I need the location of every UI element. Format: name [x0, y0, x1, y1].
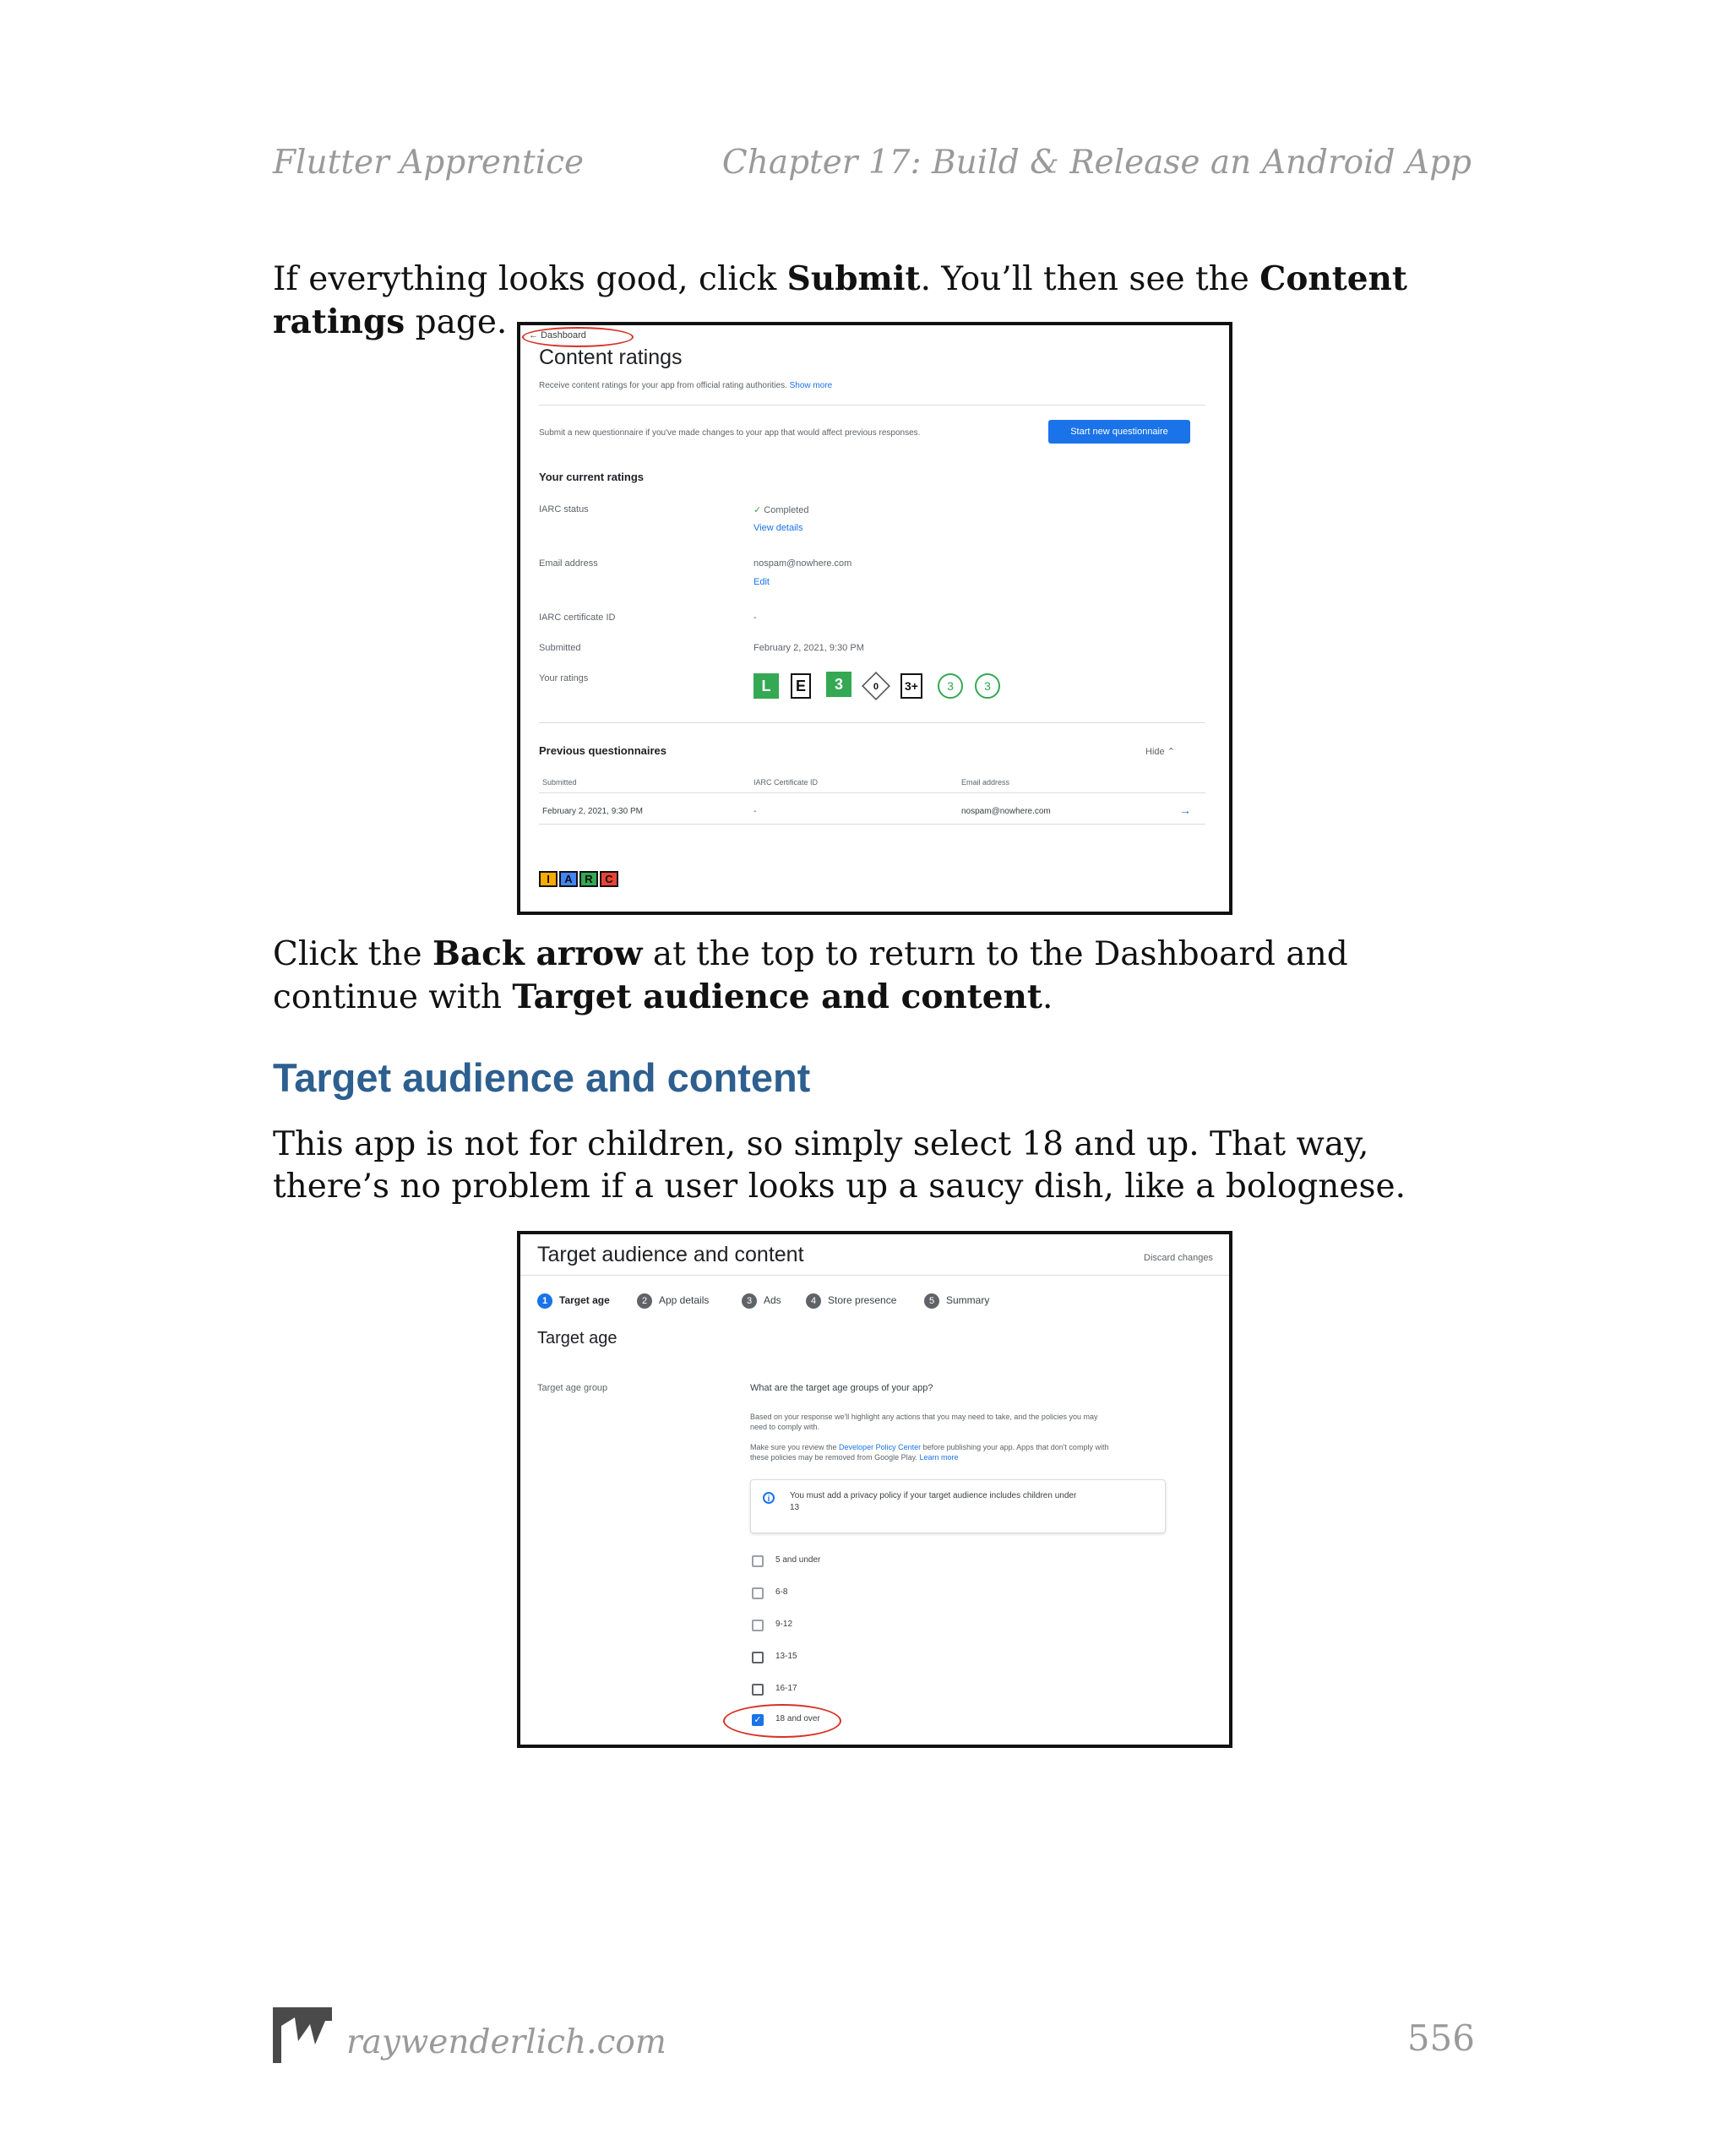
divider	[520, 1275, 1229, 1276]
table-header-email: Email address	[961, 778, 1010, 787]
rating-badge-pegi: 3	[826, 672, 851, 697]
table-header-cert: IARC Certificate ID	[753, 778, 819, 787]
rating-badge-iarc: 3+	[900, 673, 922, 699]
divider	[539, 824, 1205, 825]
table-cell-email: nospam@nowhere.com	[961, 807, 1051, 816]
submit-hint: Submit a new questionnaire if you've made changes to your app that would affect previous responses.	[539, 428, 921, 438]
privacy-info-box	[750, 1479, 1166, 1533]
checkbox-label: 18 and over	[775, 1714, 820, 1723]
start-questionnaire-button[interactable]: Start new questionnaire	[1048, 420, 1190, 444]
discard-changes-button[interactable]: Discard changes	[1144, 1253, 1213, 1263]
back-arrow-icon[interactable]: ←	[529, 330, 538, 340]
submitted-value: February 2, 2021, 9:30 PM	[753, 643, 864, 653]
info-icon: i	[763, 1492, 775, 1504]
divider	[539, 792, 1205, 793]
developer-policy-link[interactable]: Developer Policy Center	[839, 1443, 922, 1451]
email-label: Email address	[539, 558, 598, 569]
book-title: Flutter Apprentice	[273, 144, 585, 182]
iarc-logo: I A R C	[539, 871, 618, 887]
divider	[539, 405, 1205, 406]
cert-value: -	[753, 612, 757, 623]
check-circle-icon: ✓	[753, 505, 762, 515]
paragraph-target-age: This app is not for children, so simply select 18 and up. That way, there’s no problem if a user looks up a saucy dish, like a bolognese.	[273, 1125, 1406, 1206]
learn-more-link[interactable]: Learn more	[919, 1453, 959, 1462]
content-ratings-screenshot	[517, 322, 1232, 915]
section-heading: Target audience and content	[273, 1055, 811, 1100]
cert-label: IARC certificate ID	[539, 612, 616, 623]
privacy-info-text: You must add a privacy policy if your target audience includes children under 13	[790, 1491, 1077, 1512]
checkbox-label: 9-12	[775, 1620, 793, 1629]
rating-badge-esrb: E	[791, 673, 811, 699]
rating-badge-usk: 0	[862, 672, 890, 700]
checkbox-label: 16-17	[775, 1684, 797, 1693]
ratings-label: Your ratings	[539, 673, 589, 683]
show-more-link[interactable]: Show more	[789, 381, 833, 390]
step-store-presence[interactable]: 4 Store presence	[806, 1293, 896, 1309]
table-cell-submitted: February 2, 2021, 9:30 PM	[542, 807, 643, 816]
checkbox[interactable]	[752, 1555, 764, 1567]
raywenderlich-logo-icon	[273, 2007, 332, 2063]
checkbox[interactable]	[752, 1652, 764, 1663]
paragraph-back-arrow: Click the Back arrow at the top to return to the Dashboard and continue with Target audience and content.	[273, 934, 1348, 1016]
email-value: nospam@nowhere.com	[753, 558, 852, 569]
edit-email-link[interactable]: Edit	[753, 577, 770, 587]
section-title: Target age	[537, 1329, 617, 1348]
page-subtitle: Receive content ratings for your app from official rating authorities. Show more	[539, 381, 833, 390]
iarc-status-value: ✓ Completed	[753, 505, 809, 515]
hide-toggle[interactable]: Hide ⌃	[1145, 747, 1175, 757]
current-ratings-heading: Your current ratings	[539, 471, 645, 483]
arrow-right-icon[interactable]: →	[1179, 803, 1191, 817]
step-target-age[interactable]: 1 Target age	[537, 1293, 610, 1309]
checkbox-checked[interactable]	[752, 1714, 764, 1726]
checkbox[interactable]	[752, 1587, 764, 1599]
step-ads[interactable]: 3 Ads	[742, 1293, 781, 1309]
checkbox-label: 13-15	[775, 1652, 797, 1661]
description-1: Based on your response we'll highlight any actions that you may need to take, and the policies you may need to comply with.	[750, 1413, 1098, 1431]
step-app-details[interactable]: 2 App details	[637, 1293, 709, 1309]
page-number: 556	[1406, 2017, 1475, 2059]
step-summary[interactable]: 5 Summary	[924, 1293, 989, 1309]
chevron-up-icon: ⌃	[1167, 747, 1175, 757]
table-cell-cert: -	[753, 807, 757, 816]
table-header-submitted: Submitted	[542, 778, 577, 787]
back-link-label: Dashboard	[541, 330, 586, 340]
question-text: What are the target age groups of your app?	[750, 1383, 933, 1393]
description-2: Make sure you review the Developer Policy Center before publishing your app. Apps that don't comply with these policies may be removed from Google Play. Learn more	[750, 1443, 1109, 1462]
footer-site[interactable]: raywenderlich.com	[346, 2023, 666, 2061]
iarc-status-label: IARC status	[539, 504, 589, 514]
back-link[interactable]	[529, 330, 586, 340]
checkbox-label: 6-8	[775, 1587, 788, 1597]
previous-questionnaires-heading: Previous questionnaires	[539, 744, 666, 757]
rating-badge-l: L	[753, 673, 779, 699]
rating-badge-circle-1: 3	[938, 673, 963, 699]
paragraph-submit: If everything looks good, click Submit. You’ll then see the Content ratings page.	[273, 259, 1407, 341]
checkbox[interactable]	[752, 1684, 764, 1696]
page-title: Target audience and content	[537, 1243, 804, 1266]
page-title: Content ratings	[539, 346, 683, 369]
chapter-title: Chapter 17: Build & Release an Android App	[721, 144, 1472, 182]
check-icon: ✓	[753, 1715, 762, 1725]
checkbox-label: 5 and under	[775, 1555, 821, 1565]
checkbox[interactable]	[752, 1620, 764, 1631]
divider	[539, 722, 1205, 723]
submitted-label: Submitted	[539, 643, 581, 653]
target-audience-screenshot	[517, 1231, 1232, 1748]
target-age-group-label: Target age group	[537, 1383, 608, 1393]
rating-badge-circle-2: 3	[975, 673, 1000, 699]
view-details-link[interactable]: View details	[753, 523, 803, 533]
